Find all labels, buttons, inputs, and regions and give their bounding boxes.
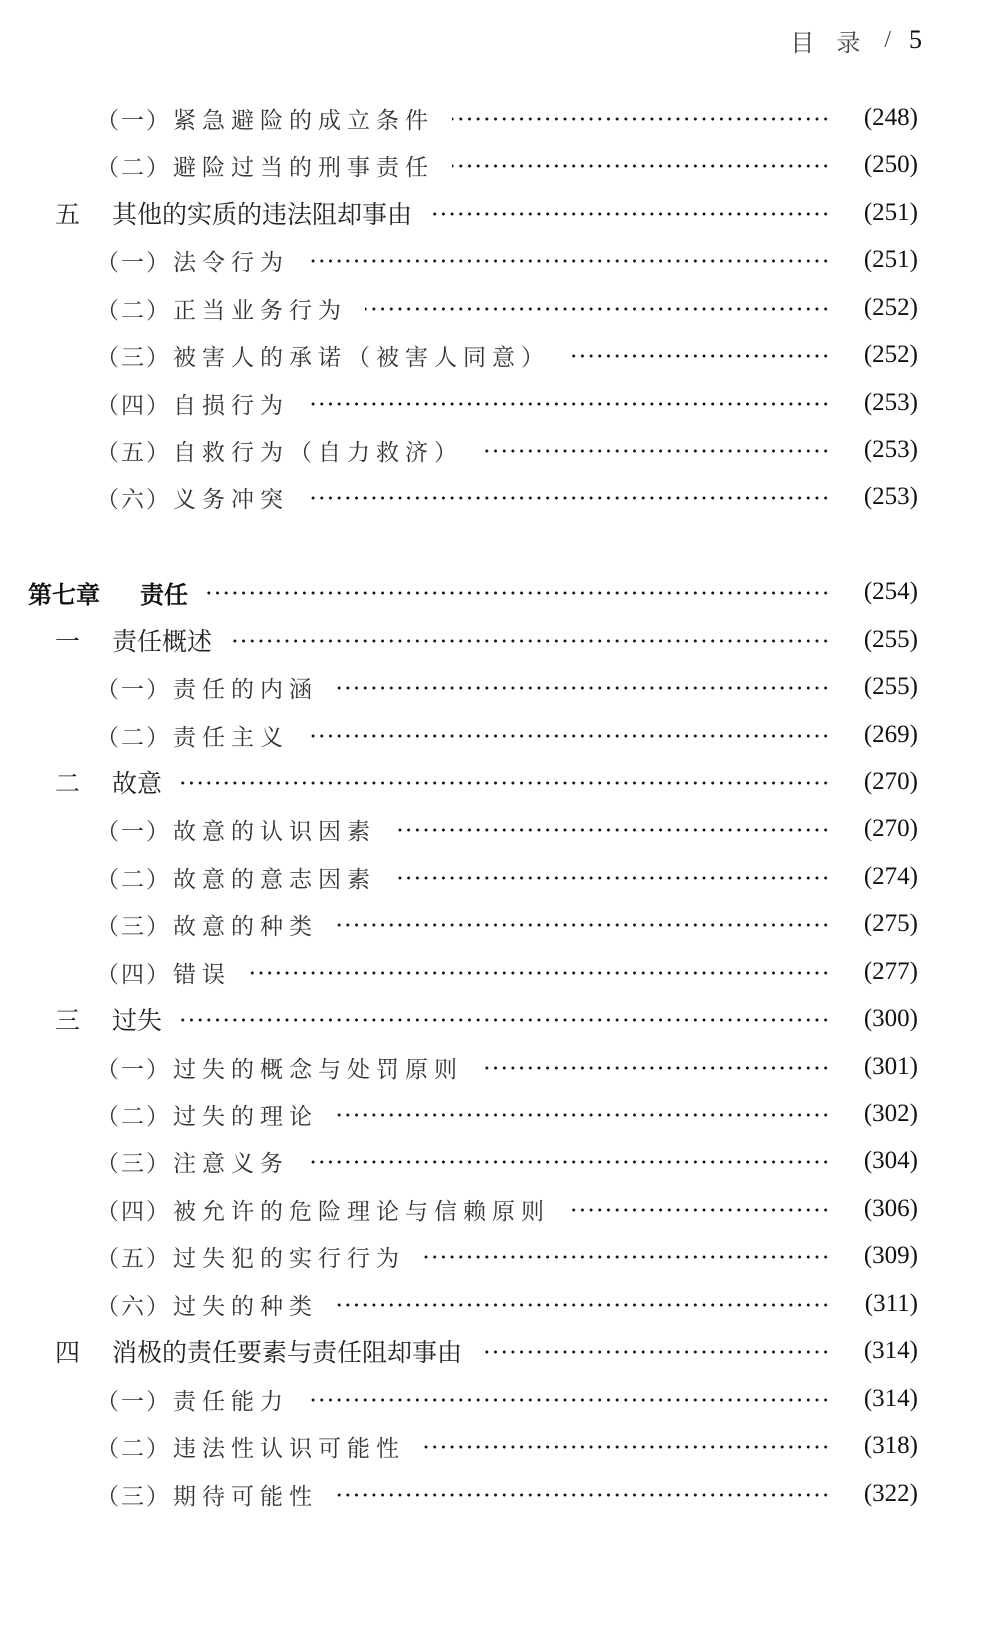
dot-leader: [394, 876, 830, 880]
entry-title: 过失的概念与处罚原则: [173, 1056, 463, 1083]
entry-page: (255): [863, 673, 918, 700]
toc-entry[interactable]: [0, 1284, 984, 1324]
dot-leader: [430, 212, 830, 216]
toc-entry[interactable]: [0, 715, 984, 755]
toc-entry[interactable]: [0, 1141, 984, 1181]
entry-page: (311): [864, 1290, 918, 1317]
entry-page: (318): [863, 1432, 918, 1459]
entry-title: 错误: [173, 961, 231, 988]
entry-page: (254): [863, 578, 918, 605]
toc-entry[interactable]: [0, 1236, 984, 1276]
toc-entry[interactable]: [0, 762, 984, 802]
toc-entry[interactable]: [0, 1189, 984, 1229]
entry-page: (302): [863, 1100, 918, 1127]
entry-title: 故意的意志因素: [173, 866, 376, 893]
entry-number: 四: [55, 1338, 81, 1367]
dot-leader: [307, 259, 830, 263]
entry-title: 责任概述: [112, 627, 213, 656]
dot-leader: [180, 781, 830, 785]
entry-page: (309): [863, 1242, 918, 1269]
entry-page: (314): [863, 1385, 918, 1412]
entry-title: 故意的种类: [173, 913, 318, 940]
entry-title: 注意义务: [173, 1150, 289, 1177]
entry-page: (300): [863, 1005, 918, 1032]
entry-number: （三）: [96, 913, 171, 940]
entry-number: （一）: [96, 107, 171, 134]
dot-leader: [206, 591, 830, 595]
dot-leader: [481, 449, 830, 453]
entry-number: （一）: [96, 1056, 171, 1083]
entry-number: （六）: [96, 1293, 171, 1320]
dot-leader: [336, 923, 830, 927]
entry-number: （二）: [96, 154, 171, 181]
entry-number: （二）: [96, 297, 171, 324]
toc-entry[interactable]: [0, 430, 984, 470]
toc-entry[interactable]: [0, 1379, 984, 1419]
entry-number: （二）: [96, 1103, 171, 1130]
entry-page: (255): [863, 626, 918, 653]
entry-number: （五）: [96, 1245, 171, 1272]
entry-title: 法令行为: [173, 249, 289, 276]
dot-leader: [336, 1113, 830, 1117]
entry-title: 自救行为（自力救济）: [173, 439, 463, 466]
toc-entry[interactable]: [0, 1047, 984, 1087]
toc-entry[interactable]: [0, 620, 984, 660]
dot-leader: [180, 1018, 830, 1022]
entry-number: （四）: [96, 1198, 171, 1225]
entry-title: 过失: [112, 1006, 163, 1035]
entry-page: (251): [863, 246, 918, 273]
entry-number: （三）: [96, 1483, 171, 1510]
entry-title: 自损行为: [173, 392, 289, 419]
entry-number: （一）: [96, 676, 171, 703]
entry-page: (269): [863, 721, 918, 748]
toc-entry[interactable]: [0, 1474, 984, 1514]
chapter-number: 第七章: [28, 580, 100, 609]
dot-leader: [480, 1350, 830, 1354]
entry-page: (252): [863, 341, 918, 368]
entry-title: 被害人的承诺（被害人同意）: [173, 344, 550, 371]
toc-entry[interactable]: [0, 1331, 984, 1371]
entry-title: 被允许的危险理论与信赖原则: [173, 1198, 550, 1225]
toc-entry[interactable]: [0, 288, 984, 328]
entry-number: 三: [55, 1006, 81, 1035]
toc-entry[interactable]: [0, 335, 984, 375]
dot-leader: [336, 686, 830, 690]
toc-entry[interactable]: [0, 145, 984, 185]
dot-leader: [249, 971, 830, 975]
entry-page: (253): [863, 389, 918, 416]
entry-page: (304): [863, 1147, 918, 1174]
dot-leader: [230, 639, 830, 643]
entry-page: (314): [863, 1337, 918, 1364]
entry-title: 责任能力: [173, 1388, 289, 1415]
toc-entry[interactable]: [0, 193, 984, 233]
entry-number: 一: [55, 627, 81, 656]
entry-number: （二）: [96, 1435, 171, 1462]
toc-entry[interactable]: [0, 857, 984, 897]
entry-title: 过失的理论: [173, 1103, 318, 1130]
dot-leader: [568, 1208, 830, 1212]
entry-title: 消极的责任要素与责任阻却事由: [112, 1338, 463, 1367]
entry-page: (250): [863, 151, 918, 178]
dot-leader: [365, 307, 830, 311]
entry-number: （四）: [96, 961, 171, 988]
entry-page: (306): [863, 1195, 918, 1222]
toc-entry[interactable]: [0, 904, 984, 944]
entry-page: (253): [863, 483, 918, 510]
entry-page: (253): [863, 436, 918, 463]
entry-number: （二）: [96, 866, 171, 893]
entry-number: （三）: [96, 344, 171, 371]
dot-leader: [452, 117, 830, 121]
toc-entry[interactable]: [0, 809, 984, 849]
entry-page: (274): [863, 863, 918, 890]
entry-number: （三）: [96, 1150, 171, 1177]
toc-chapter-entry[interactable]: [0, 572, 984, 612]
entry-title: 义务冲突: [173, 486, 289, 513]
entry-title: 其他的实质的违法阻却事由: [112, 200, 413, 229]
entry-title: 正当业务行为: [173, 297, 347, 324]
entry-page: (270): [863, 768, 918, 795]
dot-leader: [307, 734, 830, 738]
entry-title: 责任主义: [173, 724, 289, 751]
dot-leader: [307, 402, 830, 406]
dot-leader: [307, 1160, 830, 1164]
entry-page: (275): [863, 910, 918, 937]
toc-entry[interactable]: [0, 1094, 984, 1134]
dot-leader: [423, 1445, 830, 1449]
dot-leader: [394, 828, 830, 832]
entry-title: 责任的内涵: [173, 676, 318, 703]
entry-number: 五: [55, 200, 81, 229]
toc-entry[interactable]: [0, 952, 984, 992]
toc-entry[interactable]: [0, 98, 984, 138]
dot-leader: [481, 1066, 830, 1070]
dot-leader: [336, 1493, 830, 1497]
entry-number: （一）: [96, 1388, 171, 1415]
dot-leader: [423, 1255, 830, 1259]
entry-page: (277): [863, 958, 918, 985]
entry-title: 期待可能性: [173, 1483, 318, 1510]
entry-title: 违法性认识可能性: [173, 1435, 405, 1462]
toc-entry[interactable]: [0, 667, 984, 707]
toc-entry[interactable]: [0, 999, 984, 1039]
entry-page: (252): [863, 294, 918, 321]
toc-entry[interactable]: [0, 383, 984, 423]
entry-page: (322): [863, 1480, 918, 1507]
running-head-separator: /: [884, 26, 891, 53]
toc-entry[interactable]: [0, 1426, 984, 1466]
page-number: 5: [909, 25, 922, 54]
entry-title: 故意: [112, 769, 163, 798]
chapter-title: 责任: [140, 580, 188, 609]
entry-title: 故意的认识因素: [173, 818, 376, 845]
entry-page: (270): [863, 815, 918, 842]
entry-page: (251): [863, 199, 918, 226]
toc-entry[interactable]: [0, 477, 984, 517]
entry-title: 过失犯的实行行为: [173, 1245, 405, 1272]
entry-number: 二: [55, 769, 81, 798]
entry-number: （一）: [96, 249, 171, 276]
entry-number: （一）: [96, 818, 171, 845]
entry-title: 紧急避险的成立条件: [173, 107, 434, 134]
entry-title: 避险过当的刑事责任: [173, 154, 434, 181]
dot-leader: [307, 496, 830, 500]
dot-leader: [336, 1303, 830, 1307]
entry-number: （二）: [96, 724, 171, 751]
entry-title: 过失的种类: [173, 1293, 318, 1320]
page-header: [790, 22, 922, 58]
toc-entry[interactable]: [0, 240, 984, 280]
entry-number: （五）: [96, 439, 171, 466]
dot-leader: [307, 1398, 830, 1402]
running-head-title: 目录: [790, 28, 883, 57]
entry-page: (301): [863, 1053, 918, 1080]
entry-number: （六）: [96, 486, 171, 513]
dot-leader: [568, 354, 830, 358]
dot-leader: [452, 164, 830, 168]
entry-page: (248): [863, 104, 918, 131]
entry-number: （四）: [96, 392, 171, 419]
